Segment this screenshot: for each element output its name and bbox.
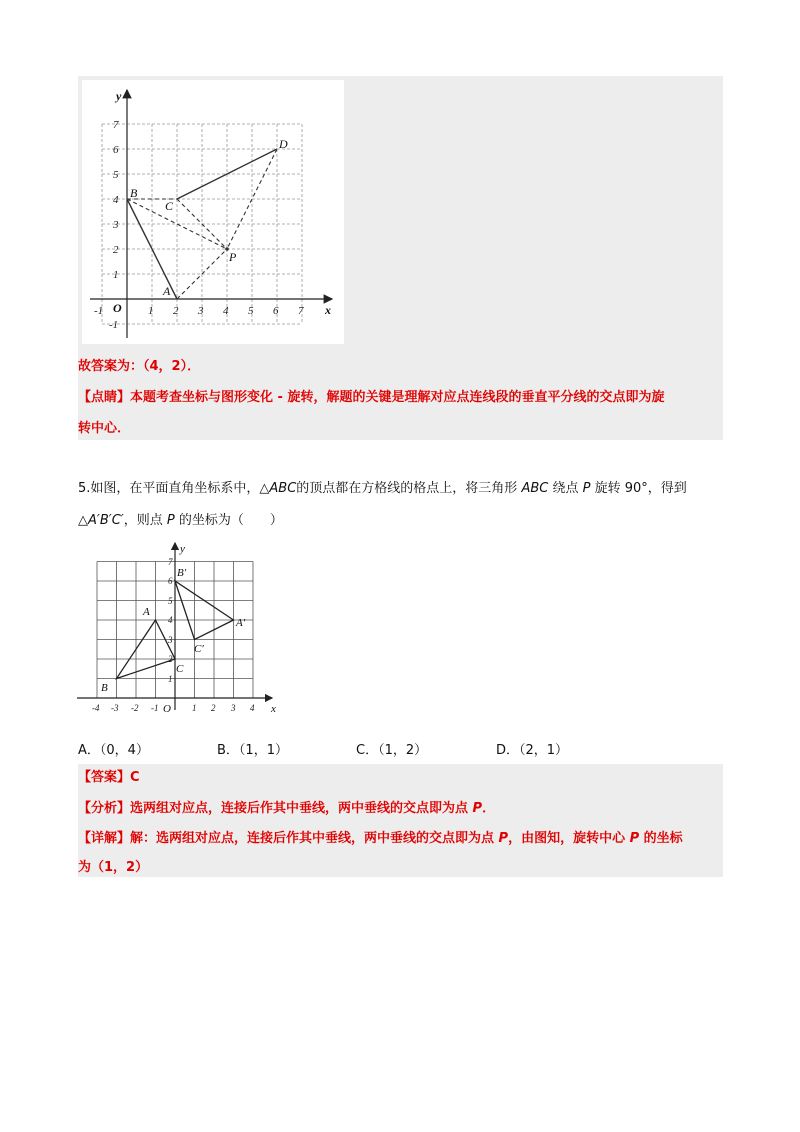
point-label-a-prime: A′	[236, 617, 246, 629]
prev-comment-line2: 转中心．	[78, 421, 131, 436]
x-tick: 1	[148, 305, 154, 317]
x-tick: -4	[92, 703, 100, 713]
y-tick: 6	[113, 144, 119, 156]
x-tick: 3	[198, 305, 204, 317]
x-tick: 2	[173, 305, 179, 317]
x-tick: 5	[248, 305, 254, 317]
y-tick: 7	[168, 557, 173, 567]
point-label-c: C	[165, 199, 174, 213]
point-label-a: A	[143, 606, 150, 618]
point-label-b-prime: B′	[177, 567, 187, 579]
x-tick: 6	[273, 305, 279, 317]
point-label-b: B	[130, 186, 138, 200]
x-tick: -3	[111, 703, 119, 713]
figure-rotation-center	[82, 80, 344, 344]
y-tick: 5	[168, 596, 173, 606]
y-tick: 7	[113, 119, 119, 131]
option-d[interactable]: D．（2，1）	[496, 743, 569, 758]
origin-label: O	[163, 703, 171, 715]
x-tick: 4	[223, 305, 229, 317]
comment-tag: 【点睛】	[78, 390, 131, 405]
y-tick: 4	[168, 615, 173, 625]
option-b[interactable]: B．（1，1）	[217, 743, 288, 758]
detail-line1: 【详解】解：选两组对应点，连接后作其中垂线，两中垂线的交点即为点 P，由图知，旋转中心 P 的坐标	[78, 831, 683, 846]
y-axis-label: y	[180, 543, 185, 555]
solution-band	[78, 764, 723, 877]
point-label-p: P	[229, 250, 237, 264]
point-label-c: C	[176, 663, 184, 675]
x-tick: 2	[211, 703, 216, 713]
y-tick: 6	[168, 576, 173, 586]
x-tick: -1	[151, 703, 159, 713]
x-tick: 4	[250, 703, 255, 713]
prev-comment-line1	[78, 389, 664, 407]
x-axis-label: x	[271, 703, 276, 715]
point-label-b: B	[101, 682, 108, 694]
figure-question-5	[72, 540, 287, 720]
point-label-c-prime: C′	[194, 643, 204, 655]
x-axis-label: x	[325, 303, 331, 317]
y-tick: 5	[113, 169, 119, 181]
detail-line2: 为（1，2）	[78, 860, 149, 875]
question-5-line1: 5.如图，在平面直角坐标系中，△ABC的顶点都在方格线的格点上，将三角形 ABC 绕点 P 旋转 90°，得到	[78, 481, 687, 496]
y-tick: 4	[113, 194, 119, 206]
option-c[interactable]: C．（1，2）	[356, 743, 428, 758]
x-tick: 1	[192, 703, 197, 713]
y-tick: 3	[168, 635, 173, 645]
comment-text: 本题考查坐标与图形变化 - 旋转，解题的关键是理解对应点连线段的垂直平分线的交点即为旋	[130, 390, 665, 405]
x-tick: 7	[298, 305, 304, 317]
y-tick: -1	[109, 319, 119, 331]
y-tick: 1	[168, 674, 173, 684]
y-tick: 2	[113, 244, 119, 256]
analysis-line: 【分析】选两组对应点，连接后作其中垂线，两中垂线的交点即为点 P．	[78, 801, 496, 816]
y-axis-label: y	[116, 89, 122, 103]
point-label-d: D	[279, 137, 288, 151]
prev-answer-line: 故答案为：（4，2）．	[78, 359, 201, 374]
x-tick: 3	[231, 703, 236, 713]
y-tick: 1	[113, 269, 119, 281]
origin-label: O	[113, 301, 122, 315]
question-5-line2: △A′B′C′，则点 P 的坐标为（ ）	[78, 513, 283, 528]
x-tick: -1	[94, 305, 104, 317]
y-tick: 2	[168, 654, 173, 664]
x-tick: -2	[131, 703, 139, 713]
option-a[interactable]: A．（0，4）	[78, 743, 149, 758]
answer-line: 【答案】C	[78, 770, 140, 785]
point-label-a: A	[163, 284, 171, 298]
y-tick: 3	[113, 219, 119, 231]
